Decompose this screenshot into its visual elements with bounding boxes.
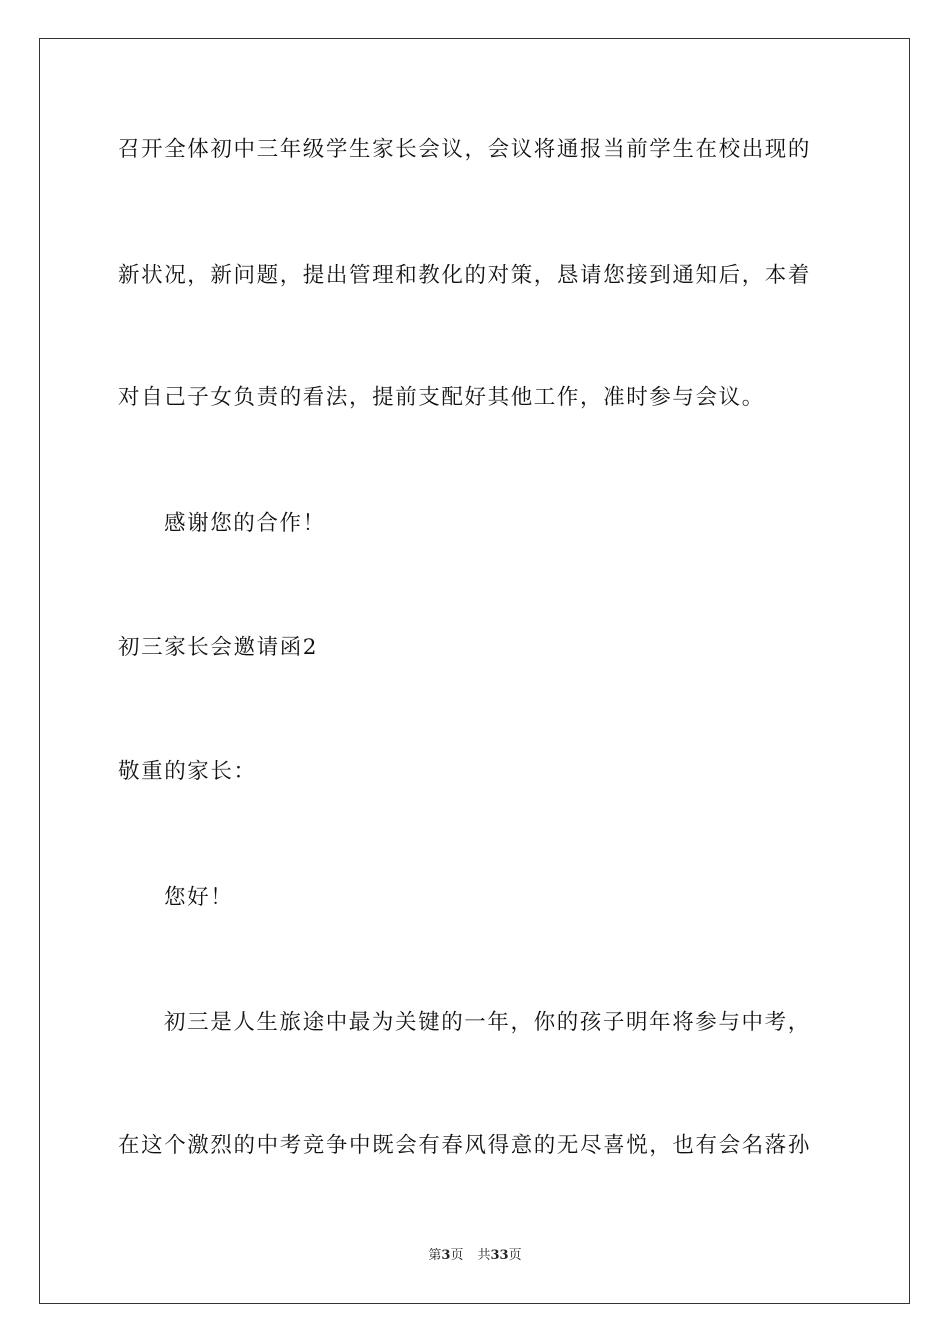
salutation: 敬重的家长： [118, 759, 257, 784]
section-heading: 初三家长会邀请函2 [118, 635, 319, 660]
thanks-line: 感谢您的合作！ [164, 511, 326, 536]
body-line-5: 在这个激烈的中考竞争中既会有春风得意的无尽喜悦，也有会名落孙 [118, 1133, 812, 1158]
total-suffix: 页 [508, 1248, 522, 1263]
page-suffix: 页 [450, 1248, 464, 1263]
body-line-2: 新状况，新问题，提出管理和教化的对策，恳请您接到通知后，本着 [118, 263, 812, 288]
page-footer [0, 1248, 950, 1264]
page-total: 33 [490, 1248, 509, 1263]
body-line-4: 初三是人生旅途中最为关键的一年，你的孩子明年将参与中考， [164, 1010, 811, 1035]
total-prefix: 共 [477, 1248, 491, 1263]
page-border [39, 38, 910, 1304]
greeting: 您好！ [164, 885, 234, 910]
body-line-3: 对自己子女负责的看法，提前支配好其他工作，准时参与会议。 [118, 385, 765, 410]
body-line-1: 召开全体初中三年级学生家长会议，会议将通报当前学生在校出现的 [118, 137, 812, 162]
page-prefix: 第 [428, 1248, 442, 1263]
page-current: 3 [441, 1248, 451, 1263]
